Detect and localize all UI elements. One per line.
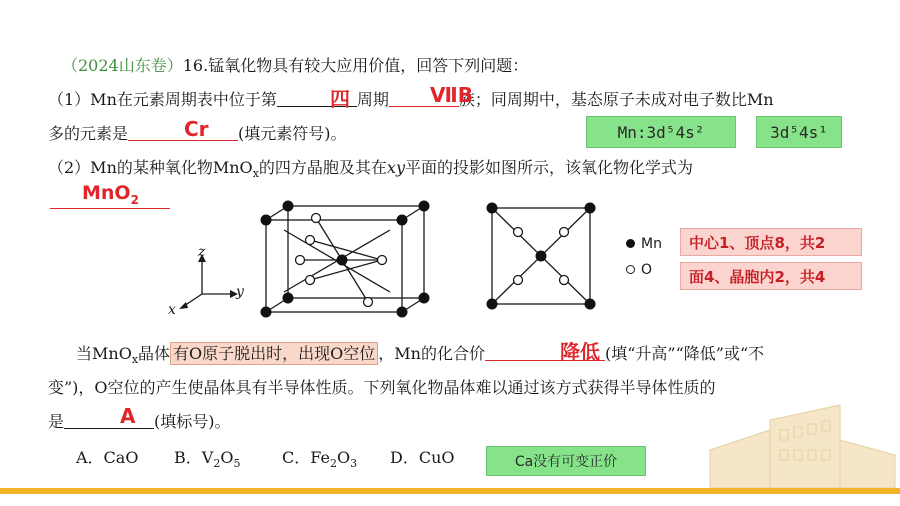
- part1-text-e: (填元素符号)。: [238, 124, 347, 143]
- mn-legend-icon: [626, 239, 635, 248]
- option-b-mid: O: [220, 448, 234, 467]
- part3-text-c: ，Mn的化合价: [378, 344, 485, 363]
- mn-atom: [487, 299, 498, 310]
- ca-note: Ca没有可变正价: [486, 446, 646, 476]
- part1-text-d: 多的元素是: [48, 124, 129, 143]
- mn-atom: [397, 215, 408, 226]
- question-part2-line2: [76, 344, 764, 370]
- option-b: [174, 448, 240, 474]
- o-atom: [312, 214, 321, 223]
- option-c-pre: C．Fe: [282, 448, 330, 467]
- legend-mn: [626, 236, 662, 252]
- legend-o-label: O: [641, 262, 653, 278]
- answer-element: Cr: [184, 117, 209, 141]
- part1-text-b: 周期: [356, 90, 389, 109]
- option-d: D．CuO: [390, 448, 455, 467]
- part5-text-b: (填标号)。: [154, 412, 231, 431]
- mn-atom: [419, 201, 430, 212]
- o-atom: [560, 276, 569, 285]
- part2-text-a: （2）Mn的某种氧化物MnO: [48, 158, 253, 177]
- mn-atom: [397, 307, 408, 318]
- mn-atom: [261, 307, 272, 318]
- campus-building-watermark: [690, 400, 900, 488]
- o-atom: [306, 236, 315, 245]
- o-atom: [364, 298, 373, 307]
- question-number: 16.: [182, 56, 209, 75]
- part3-text-d: (填“升高”“降低”或“不: [605, 344, 765, 363]
- part2-text-c: 平面的投影如图所示，该氧化物化学式为: [404, 158, 693, 177]
- option-c-sub2: 3: [350, 457, 358, 471]
- answer-formula-sub: 2: [130, 192, 139, 207]
- o-atom: [560, 228, 569, 237]
- answer-choice: A: [120, 404, 136, 428]
- o-legend-icon: [626, 265, 635, 274]
- axis-y-label: y: [236, 284, 244, 300]
- mn-atom-center: [536, 251, 547, 262]
- question-title: 锰氧化物具有较大应用价值，回答下列问题：: [208, 56, 529, 75]
- part1-text-a: （1）Mn在元素周期表中位于第: [48, 90, 277, 109]
- o-atom: [378, 256, 387, 265]
- mn-atom: [283, 293, 294, 304]
- axis-z-label: z: [198, 244, 206, 260]
- xy-projection-diagram: [484, 200, 600, 312]
- legend-o: [626, 262, 652, 278]
- mn-count-note: 中心1、顶点8，共2: [680, 228, 862, 256]
- cr-config-note: 3d⁵4s¹: [756, 116, 842, 148]
- answer-formula: [82, 182, 139, 207]
- o-atom: [306, 276, 315, 285]
- part2-text-b: 的四方晶胞及其在: [258, 158, 387, 177]
- part4-text: 变”)，O空位的产生使晶体具有半导体性质。下列氧化物晶体难以通过该方式获得半导体性质的: [48, 378, 716, 397]
- part5-text-a: 是: [48, 412, 65, 431]
- o-atom: [296, 256, 305, 265]
- option-b-sub2: 5: [233, 457, 241, 471]
- mn-atom: [419, 293, 430, 304]
- mn-atom: [585, 299, 596, 310]
- oxygen-vacancy-highlight: 有O原子脱出时，出现O空位: [170, 342, 378, 365]
- part2-xy: xy: [386, 158, 405, 177]
- question-part1-line1: [48, 90, 774, 110]
- option-a: A．CaO: [76, 448, 139, 467]
- question-header: [62, 56, 528, 76]
- mn-atom: [261, 215, 272, 226]
- mn-atom: [283, 201, 294, 212]
- part3-sub-x: x: [131, 353, 139, 367]
- mn-atom: [487, 203, 498, 214]
- o-atom: [514, 228, 523, 237]
- option-c-mid: O: [336, 448, 351, 467]
- o-count-note: 面4、晶胞内2，共4: [680, 262, 862, 290]
- answer-valence: 降低: [560, 340, 600, 364]
- mn-atom-center: [337, 255, 348, 266]
- o-atom: [514, 276, 523, 285]
- question-source: （2024山东卷）: [62, 56, 183, 75]
- legend-mn-label: Mn: [641, 236, 662, 252]
- choice-blank: [64, 412, 154, 429]
- axis-x-label: x: [168, 302, 176, 318]
- bottom-accent-bar: [0, 488, 900, 494]
- part1-text-c: 族；同周期中，基态原子未成对电子数比Mn: [458, 90, 774, 109]
- option-b-pre: B．V: [174, 448, 214, 467]
- answer-period: 四: [330, 87, 350, 111]
- part3-text-a: 当MnO: [76, 344, 132, 363]
- question-part2-line4: [48, 412, 231, 432]
- mn-config-note: Mn:3d⁵4s²: [586, 116, 736, 148]
- question-part2-line1: [48, 158, 693, 184]
- option-b-sub1: 2: [213, 457, 221, 471]
- part3-text-b: 晶体: [138, 344, 171, 363]
- option-c-sub1: 2: [329, 457, 337, 471]
- answer-group: ⅦB: [430, 83, 473, 107]
- answer-formula-main: MnO: [82, 182, 131, 204]
- mn-atom: [585, 203, 596, 214]
- question-part2-line3: [48, 378, 716, 398]
- option-c: [282, 448, 357, 474]
- part2-sub-x: x: [252, 167, 259, 181]
